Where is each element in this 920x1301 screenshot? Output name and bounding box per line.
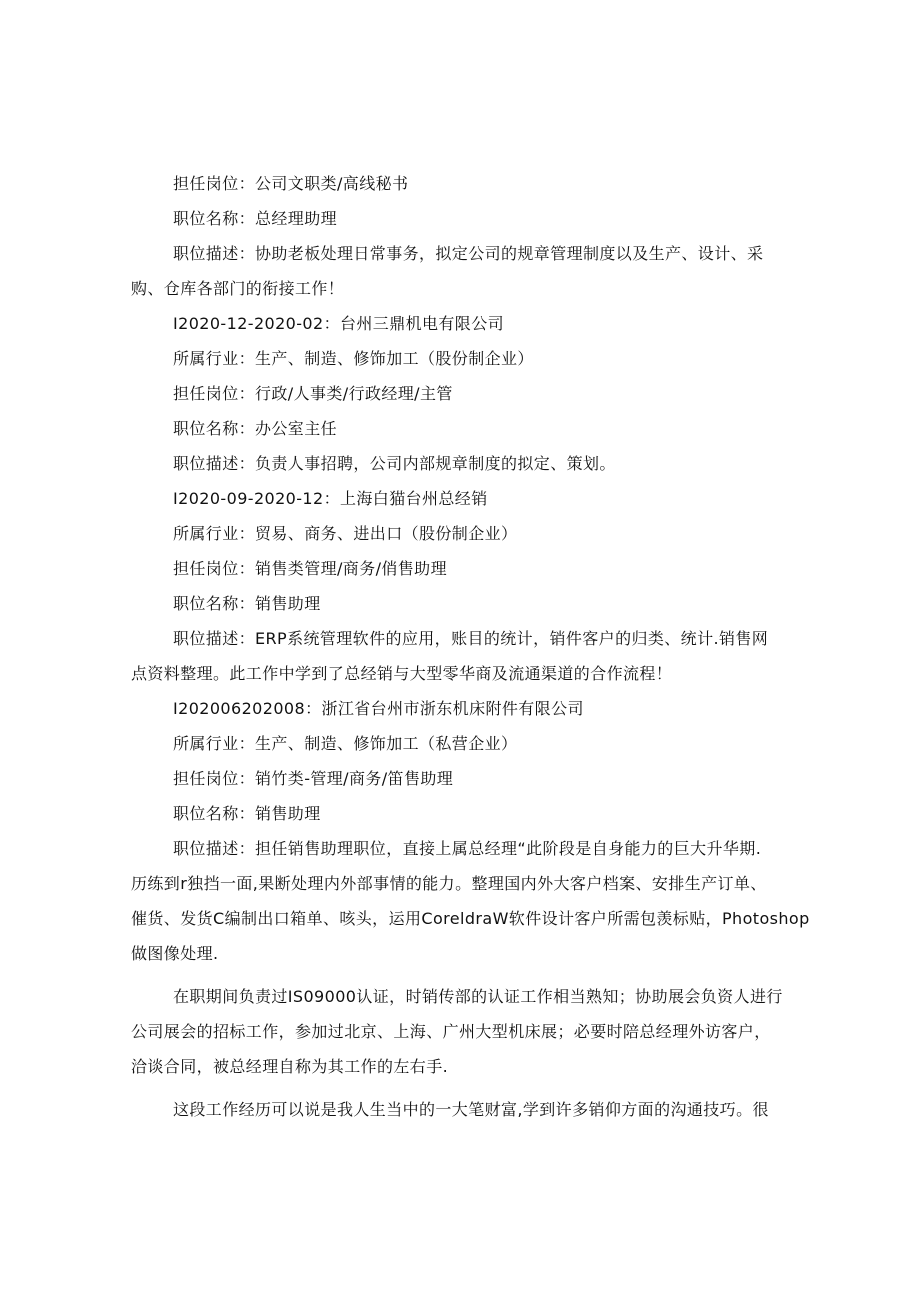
- paragraph-line-continued: 公司展会的招标工作，参加过北京、上海、广州大型机床展；必要时陪总经理外访客户，: [131, 1022, 771, 1041]
- industry-line: 所属行业：生产、制造、修饰加工（私营企业）: [173, 734, 518, 753]
- description-line-continued: 购、仓库各部门的衔接工作！: [131, 279, 345, 298]
- industry-line: 所属行业：贸易、商务、进出口（股份制企业）: [173, 524, 518, 543]
- description-line-continued: 做图像处理.: [131, 944, 219, 963]
- description-line-continued: 点资料整理。此工作中学到了总经销与大型零华商及流通渠道的合作流程！: [131, 664, 673, 683]
- job-period-header: I202006202008：浙江省台州市浙东机床附件有限公司: [173, 699, 584, 718]
- description-line-continued: 历练到r独挡一面,果断处理内外部事情的能力。整理国内外大客户档案、安排生产订单、: [131, 874, 767, 893]
- paragraph-spacer: [131, 971, 793, 979]
- paragraph-spacer: [131, 1084, 793, 1092]
- job-period-header: I2020-12-2020-02：台州三鼎机电有限公司: [173, 314, 504, 333]
- position-line: 担任岗位：销售类管理/商务/俏售助理: [173, 559, 447, 578]
- title-line: 职位名称：总经理助理: [173, 209, 338, 228]
- position-line: 担任岗位：销竹类-管理/商务/笛售助理: [173, 769, 454, 788]
- paragraph-line: 这段工作经历可以说是我人生当中的一大笔财富,学到许多销仰方面的沟通技巧。很: [173, 1100, 769, 1119]
- title-line: 职位名称：销售助理: [173, 804, 321, 823]
- position-line: 担任岗位：公司文职类/高线秘书: [173, 174, 409, 193]
- title-line: 职位名称：办公室主任: [173, 419, 338, 438]
- document-body: [131, 166, 810, 1127]
- job-period-header: I2020-09-2020-12：上海白猫台州总经销: [173, 489, 488, 508]
- paragraph-line-continued: 洽谈合同，被总经理自称为其工作的左右手.: [131, 1057, 449, 1076]
- paragraph-line: 在职期间负责过IS09000认证，时销传部的认证工作相当熟知；协助展会负资人进行: [173, 987, 783, 1006]
- title-line: 职位名称：销售助理: [173, 594, 321, 613]
- description-line: 职位描述：担任销售助理职位，直接上属总经理“此阶段是自身能力的巨大升华期.: [173, 839, 762, 858]
- industry-line: 所属行业：生产、制造、修饰加工（股份制企业）: [173, 349, 534, 368]
- description-line-continued: 催货、发货C编制出口箱单、咳头，运用CoreldraW软件设计客户所需包羡标贴，Photoshop: [131, 909, 810, 928]
- position-line: 担任岗位：行政/人事类/行政经理/主管: [173, 384, 453, 403]
- description-line: 职位描述：ERP系统管理软件的应用，账目的统计，销件客户的归类、统计.销售网: [173, 629, 769, 648]
- description-line: 职位描述：负责人事招聘，公司内部规章制度的拟定、策划。: [173, 454, 616, 473]
- description-line: 职位描述：协助老板处理日常事务，拟定公司的规章管理制度以及生产、设计、采: [173, 244, 764, 263]
